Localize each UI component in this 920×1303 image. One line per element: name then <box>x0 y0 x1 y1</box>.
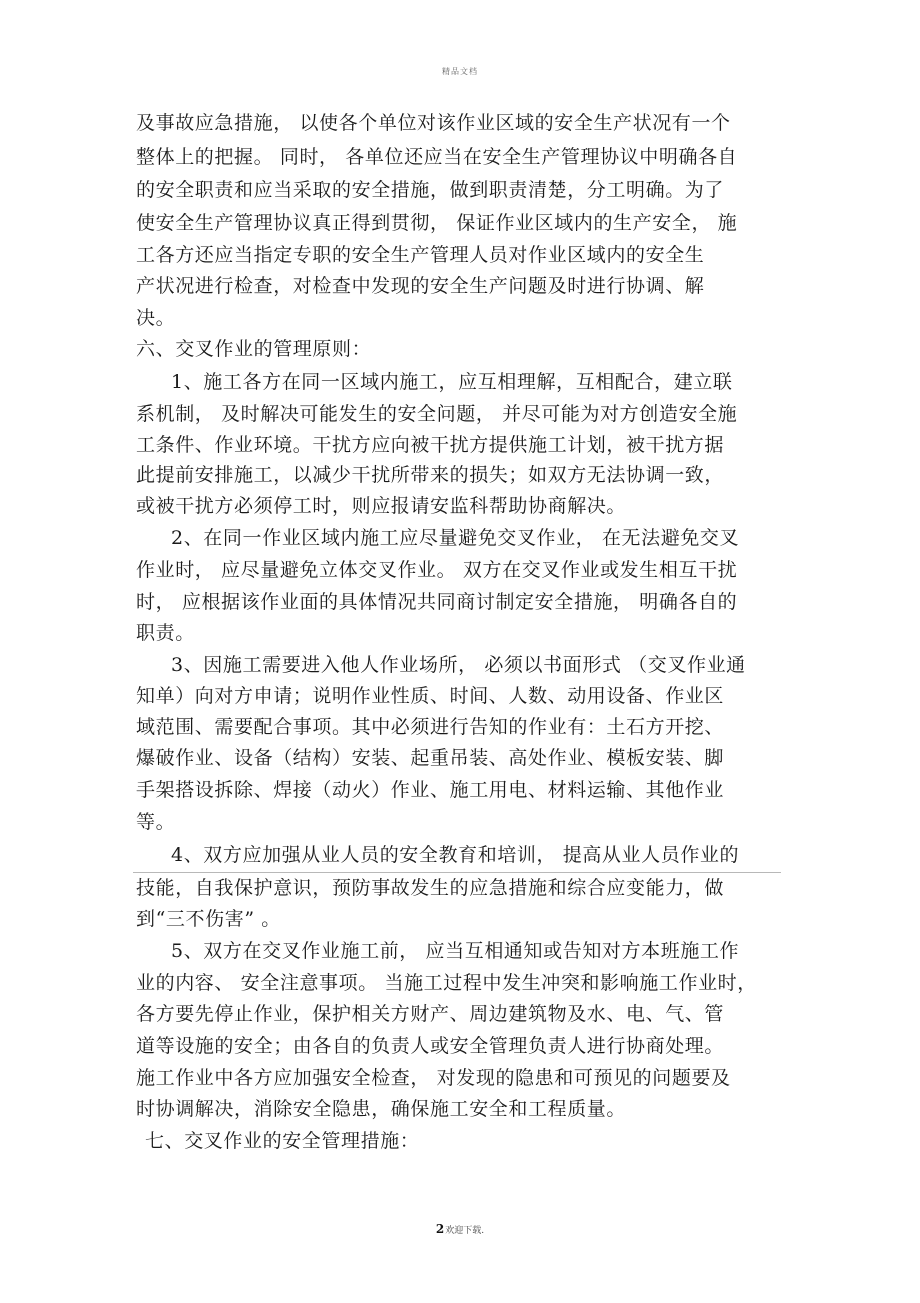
text-line: 5、双方在交叉作业施工前， 应当互相通知或告知对方本班施工作 <box>171 940 740 962</box>
text-line: 道等设施的安全；由各自的负责人或安全管理负责人进行协商处理。 <box>136 1035 725 1057</box>
text-line: 1、施工各方在同一区域内施工，应互相理解，互相配合，建立联 <box>171 371 733 393</box>
text-line: 工条件、作业环境。干扰方应向被干扰方提供施工计划，被干扰方据 <box>136 434 725 456</box>
text-line: 各方要先停止作业，保护相关方财产、周边建筑物及水、电、气、管 <box>136 1003 725 1025</box>
text-line: 4、双方应加强从业人员的安全教育和培训， 提高从业人员作业的 <box>171 844 740 866</box>
footer-suffix: . <box>481 1226 485 1236</box>
text-line: 业的内容、 安全注意事项。 当施工过程中发生冲突和影响施工作业时， <box>136 972 757 994</box>
text-line: 爆破作业、设备（结构）安装、起重吊装、高处作业、模板安装、脚 <box>136 747 725 769</box>
text-line: 知单）向对方申请；说明作业性质、时间、人数、动用设备、作业区 <box>136 685 725 707</box>
text-line: 施工作业中各方应加强安全检查， 对发现的隐患和可预见的问题要及 <box>136 1067 731 1089</box>
footer-text: 欢迎下载 <box>445 1226 482 1236</box>
text-line: 时， 应根据该作业面的具体情况共同商讨制定安全措施， 明确各自的 <box>136 591 738 613</box>
section-heading: 七、交叉作业的安全管理措施： <box>145 1130 420 1152</box>
horizontal-rule <box>133 872 781 873</box>
text-line: 等。 <box>136 811 176 833</box>
text-line: 整体上的把握。 同时， 各单位还应当在安全生产管理协议中明确各自 <box>136 146 738 168</box>
text-line: 系机制， 及时解决可能发生的安全问题， 并尽可能为对方创造安全施 <box>136 403 738 425</box>
text-line: 使安全生产管理协议真正得到贯彻， 保证作业区域内的生产安全， 施 <box>136 212 738 234</box>
text-line: 职责。 <box>136 622 195 644</box>
text-line: 及事故应急措施， 以使各个单位对该作业区域的安全生产状况有一个 <box>136 112 731 134</box>
text-line: 工各方还应当指定专职的安全生产管理人员对作业区域内的安全生 <box>136 244 705 266</box>
text-line: 技能，自我保护意识，预防事故发生的应急措施和综合应变能力，做 <box>136 877 725 899</box>
text-line: 域范围、需要配合事项。其中必须进行告知的作业有：土石方开挖、 <box>136 716 725 738</box>
text-line: 作业时， 应尽量避免立体交叉作业。 双方在交叉作业或发生相互干扰 <box>136 559 738 581</box>
text-line: 此提前安排施工，以减少干扰所带来的损失；如双方无法协调一致， <box>136 464 725 486</box>
text-line: 时协调解决，消除安全隐患，确保施工安全和工程质量。 <box>136 1098 627 1120</box>
text-line: 2、在同一作业区域内施工应尽量避免交叉作业， 在无法避免交叉 <box>171 527 740 549</box>
text-line: 产状况进行检查，对检查中发现的安全生产问题及时进行协调、解 <box>136 275 705 297</box>
text-line: 3、因施工需要进入他人作业场所， 必须以书面形式 （交叉作业通 <box>171 654 746 676</box>
page-footer <box>0 1222 920 1236</box>
text-line: 的安全职责和应当采取的安全措施，做到职责清楚，分工明确。为了 <box>136 179 725 201</box>
text-line: 决。 <box>136 307 176 329</box>
page-number: 2 <box>435 1222 445 1236</box>
section-heading: 六、交叉作业的管理原则： <box>136 338 372 360</box>
text-line: 到“三不伤害” 。 <box>136 908 281 930</box>
text-line: 手架搭设拆除、焊接（动火）作业、施工用电、材料运输、其他作业 <box>136 779 725 801</box>
page-header: 精品文档 <box>442 67 478 76</box>
text-line: 或被干扰方必须停工时，则应报请安监科帮助协商解决。 <box>136 495 627 517</box>
